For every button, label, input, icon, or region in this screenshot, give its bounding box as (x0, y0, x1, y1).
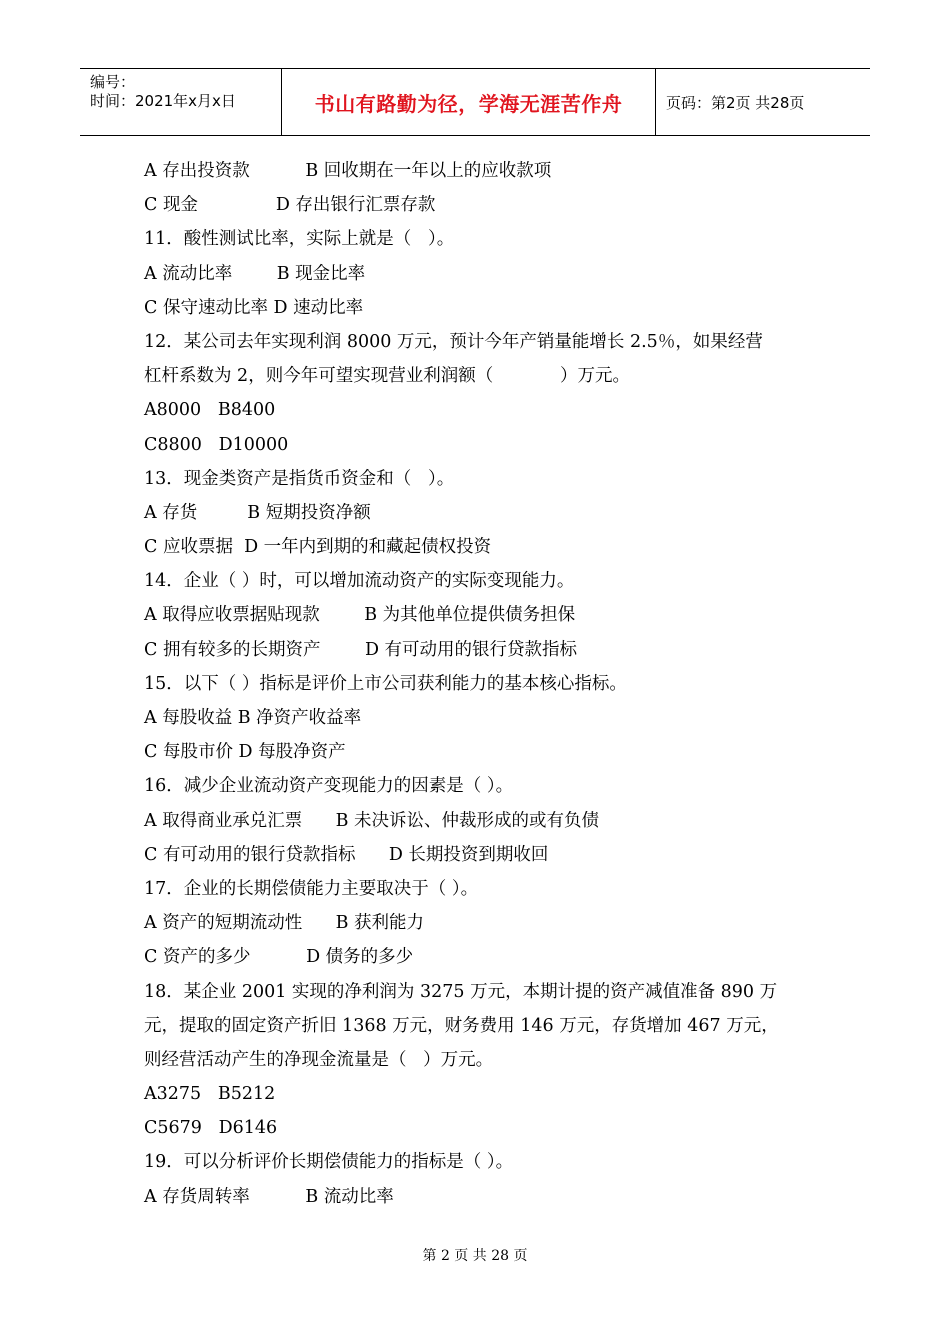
text-line: C 拥有较多的长期资产 D 有可动用的银行贷款指标 (144, 639, 578, 660)
text-line: C 现金 D 存出银行汇票存款 (144, 195, 436, 216)
question-15: 15．以下（ ）指标是评价上市公司获利能力的基本核心指标。 (144, 673, 627, 694)
document-date-label: 时间：2021年x月x日 (90, 92, 236, 110)
text-line: C 有可动用的银行贷款指标 D 长期投资到期收回 (144, 844, 549, 865)
question-16: 16．减少企业流动资产变现能力的因素是（ ）。 (144, 776, 514, 797)
header-slogan: 书山有路勤为径，学海无涯苦作舟 (282, 69, 656, 135)
text-line: A 存货周转率 B 流动比率 (144, 1186, 394, 1207)
text-line: A 每股收益 B 净资产收益率 (144, 708, 362, 728)
text-line: A3275 B5212 (144, 1084, 276, 1105)
text-line: A8000 B8400 (144, 400, 276, 421)
document-code-label: 编号： (90, 73, 136, 91)
text-line: A 流动比率 B 现金比率 (144, 263, 366, 284)
text-line: C 应收票据 D 一年内到期的和藏起债权投资 (144, 537, 492, 558)
text-line: A 存货 B 短期投资净额 (144, 502, 371, 523)
page-header (80, 68, 870, 136)
question-18: 18．某企业 2001 实现的净利润为 3275 万元，本期计提的资产减值准备 890 万 (144, 981, 778, 1002)
question-17: 17．企业的长期偿债能力主要取决于（ ）。 (144, 878, 479, 899)
text-line: A 资产的短期流动性 B 获利能力 (144, 913, 424, 934)
text-line: A 存出投资款 B 回收期在一年以上的应收款项 (144, 161, 552, 181)
question-19: 19．可以分析评价长期偿债能力的指标是（ ）。 (144, 1152, 514, 1173)
text-line: C5679 D6146 (144, 1118, 278, 1139)
text-line: 杠杆系数为 2，则今年可望实现营业利润额（ ）万元。 (144, 366, 630, 387)
text-line: C 保守速动比率 D 速动比率 (144, 297, 364, 318)
question-14: 14．企业（ ）时，可以增加流动资产的实际变现能力。 (144, 571, 575, 592)
header-page-info: 页码：第2页 共28页 (666, 93, 805, 112)
question-11: 11．酸性测试比率，实际上就是（ ）。 (144, 229, 455, 250)
text-line: C8800 D10000 (144, 434, 289, 455)
question-13: 13．现金类资产是指货币资金和（ ）。 (144, 468, 455, 489)
page-footer: 第 2 页 共 28 页 (422, 1248, 528, 1264)
header-meta-cell (80, 69, 282, 135)
text-line: C 资产的多少 D 债务的多少 (144, 947, 414, 968)
text-line: A 取得商业承兑汇票 B 未决诉讼、仲裁形成的或有负债 (144, 810, 599, 831)
text-line: A 取得应收票据贴现款 B 为其他单位提供债务担保 (144, 605, 576, 626)
text-line: C 每股市价 D 每股净资产 (144, 742, 346, 763)
text-line: 元，提取的固定资产折旧 1368 万元，财务费用 146 万元，存货增加 467 万元， (144, 1015, 779, 1036)
text-line: 则经营活动产生的净现金流量是（ ）万元。 (144, 1049, 494, 1070)
question-12: 12．某公司去年实现利润 8000 万元，预计今年产销量能增长 2.5％，如果经营 (144, 331, 763, 352)
question-content (144, 154, 824, 1214)
